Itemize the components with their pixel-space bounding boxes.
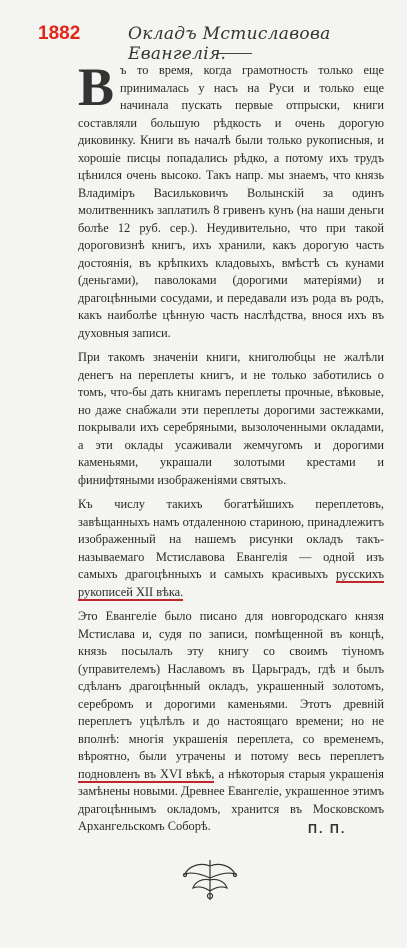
paragraph-4-text: Это Евангеліе было писано для новгородскаго князя Мстислава и, судя по записи, помѣщенной въ концѣ, князь посылалъ эту книгу со своимъ тіуномъ (управителемъ) Наславомъ въ Царьградъ, гдѣ и былъ сдѣланъ драгоцѣнный окладъ, украшенный золотомъ, серебромъ и дорогими каменьями. Этотъ древній переплетъ уцѣлѣлъ и до настоящаго времени; но не вполнѣ: многія украшенія переплета, со временемъ, вѣроятно, были утрачены и потому весь переплетъ bbox=[78, 609, 384, 763]
paragraph-2: При такомъ значеніи книги, книголюбцы не жалѣли денегъ на переплеты книгъ, и не только заботились о томъ, что-бы дать книгамъ переплеты прочные, вѣковые, но даже снабжали эти переплеты дорогими застежками, покрывали ихъ серебряными, вызолоченными окладами, а эти оклады усаживали жемчугомъ и дорогими каменьями, украшали золотыми крестами и финифтяными изображеніями святыхъ. bbox=[78, 350, 384, 487]
title-divider bbox=[218, 53, 252, 54]
paragraph-3 bbox=[78, 496, 384, 601]
author-signature: П. П. bbox=[308, 822, 347, 836]
paragraph-3-text: Къ числу такихъ богатѣйшихъ переплетовъ, завѣщанныхъ намъ отдаленною стариною, принадлежитъ изображенный на нашемъ рисунки окладъ такъ-называемаго Мстиславова Евангелія — одной изъ самыхъ драгоцѣнныхъ и самыхъ красивыхъ bbox=[78, 497, 384, 581]
article-title: Окладъ Мстиславова Евангелія. bbox=[128, 24, 331, 64]
paragraph-4-tail: а нѣкоторыя старыя украшенія замѣнены новыми. Древнее Евангеліе, украшенное этимъ драгоцѣннымъ окладомъ, хранится въ Московскомъ Архангельскомъ Соборѣ. bbox=[78, 766, 385, 833]
article-body bbox=[78, 57, 385, 843]
underlined-phrase-1: русскихъ рукописей XII вѣка. bbox=[78, 567, 384, 599]
ornament-icon bbox=[175, 858, 245, 902]
paragraph-4 bbox=[78, 608, 384, 836]
paragraph-1: Въ то время, когда грамотность только еще принималась у насъ на Руси и только еще начинала пускать первые отпрыски, книги составляли большую рѣдкость и очень дорогую диковинку. Книги въ началѣ были только рукописныя, и хорошіе писцы попадались рѣдко, а потому ихъ трудъ цѣнился очень высоко. Такъ напр. мы знаемъ, что князь Владиміръ Васильковичъ Волынскій за одинъ молитвенникъ заплатилъ 8 гривенъ кунъ (на наши деньги болѣе 12 руб. сер.). Неудивительно, что при такой дороговизнѣ книгъ, ихъ хранили, какъ дорогую часть достоянія, въ крѣпкихъ кладовыхъ, вмѣстѣ съ кунами (деньгами), паволоками (дорогими матеріями) и драгоцѣнными сосудами, и передавали изъ рода въ родъ, какъ наиболѣе цѣнную часть наслѣдства, внося ихъ въ духовныя записи. bbox=[78, 57, 384, 340]
year-label: 1882 bbox=[38, 23, 81, 44]
underlined-phrase-2: подновленъ въ XVI вѣкѣ, bbox=[78, 766, 215, 781]
